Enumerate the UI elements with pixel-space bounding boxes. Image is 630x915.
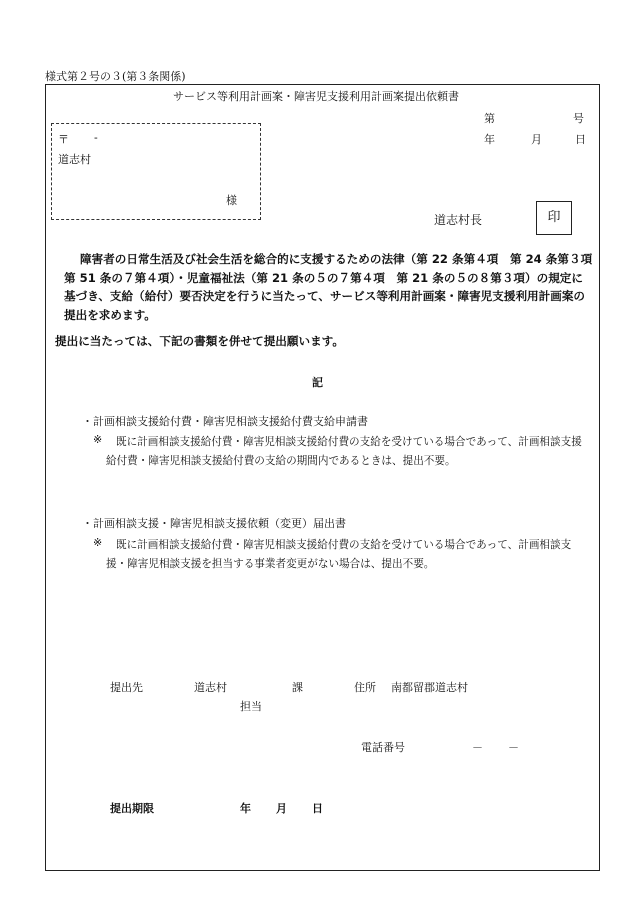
seal-box xyxy=(536,201,572,235)
item-1-note-mark: ※ xyxy=(93,433,103,446)
issuer-title: 道志村長 xyxy=(434,213,483,227)
date-day: 日 xyxy=(575,133,586,146)
submission-address-label: 住所 xyxy=(354,681,376,694)
form-number: 様式第２号の３(第３条関係) xyxy=(45,70,186,83)
body-paragraph-1: 障害者の日常生活及び社会生活を総合的に支援するための法律（第 22 条第４項 第 24 条第３項 第 51 条の７第４項）・児童福祉法（第 21 条の５の７第４項 第 21 条の５の８第３項）の規定に基づき、支給（給付）要否決定を行うに当たって、サービス等利用計画案・障害児支援利用計画案の提出を求めます。 xyxy=(64,252,604,322)
item-2-heading: ・計画相談支援・障害児相談支援依頼（変更）届出書 xyxy=(82,517,346,530)
deadline-year: 年 xyxy=(240,802,251,815)
doc-number-suffix: 号 xyxy=(573,112,584,125)
submission-village: 道志村 xyxy=(194,681,227,694)
doc-number-prefix: 第 xyxy=(484,112,495,125)
body-paragraph-2: 提出に当たっては、下記の書類を併せて提出願います。 xyxy=(55,334,344,348)
ki-heading: 記 xyxy=(312,376,323,389)
item-2-note-mark: ※ xyxy=(93,536,103,549)
page-title: サービス等利用計画案・障害児支援利用計画案提出依頼書 xyxy=(173,90,459,103)
date-year: 年 xyxy=(484,133,495,146)
submission-dept: 課 xyxy=(292,681,303,694)
item-2-note: 既に計画相談支援給付費・障害児相談支援給付費の支給を受けている場合であって、計画相談支援・障害児相談支援を担当する事業者変更がない場合は、提出不要。 xyxy=(106,539,572,570)
postal-dash: - xyxy=(94,131,98,144)
postal-mark: 〒 xyxy=(58,133,69,146)
seal-label: 印 xyxy=(547,210,561,225)
date-month: 月 xyxy=(531,133,542,146)
submission-charge: 担当 xyxy=(240,700,262,713)
deadline-label: 提出期限 xyxy=(110,802,154,815)
submission-label: 提出先 xyxy=(110,681,143,694)
deadline-day: 日 xyxy=(312,802,323,815)
recipient-village: 道志村 xyxy=(58,153,91,166)
phone-label: 電話番号 xyxy=(361,741,405,754)
recipient-honorific: 様 xyxy=(226,194,237,207)
phone-dash-1: － xyxy=(472,741,483,754)
item-1-heading: ・計画相談支援給付費・障害児相談支援給付費支給申請書 xyxy=(82,415,368,428)
phone-dash-2: － xyxy=(508,741,519,754)
item-1-note: 既に計画相談支援給付費・障害児相談支援給付費の支給を受けている場合であって、計画相談支援給付費・障害児相談支援給付費の支給の期間内であるときは、提出不要。 xyxy=(106,436,582,467)
submission-address: 南都留郡道志村 xyxy=(391,681,468,694)
deadline-month: 月 xyxy=(276,802,287,815)
